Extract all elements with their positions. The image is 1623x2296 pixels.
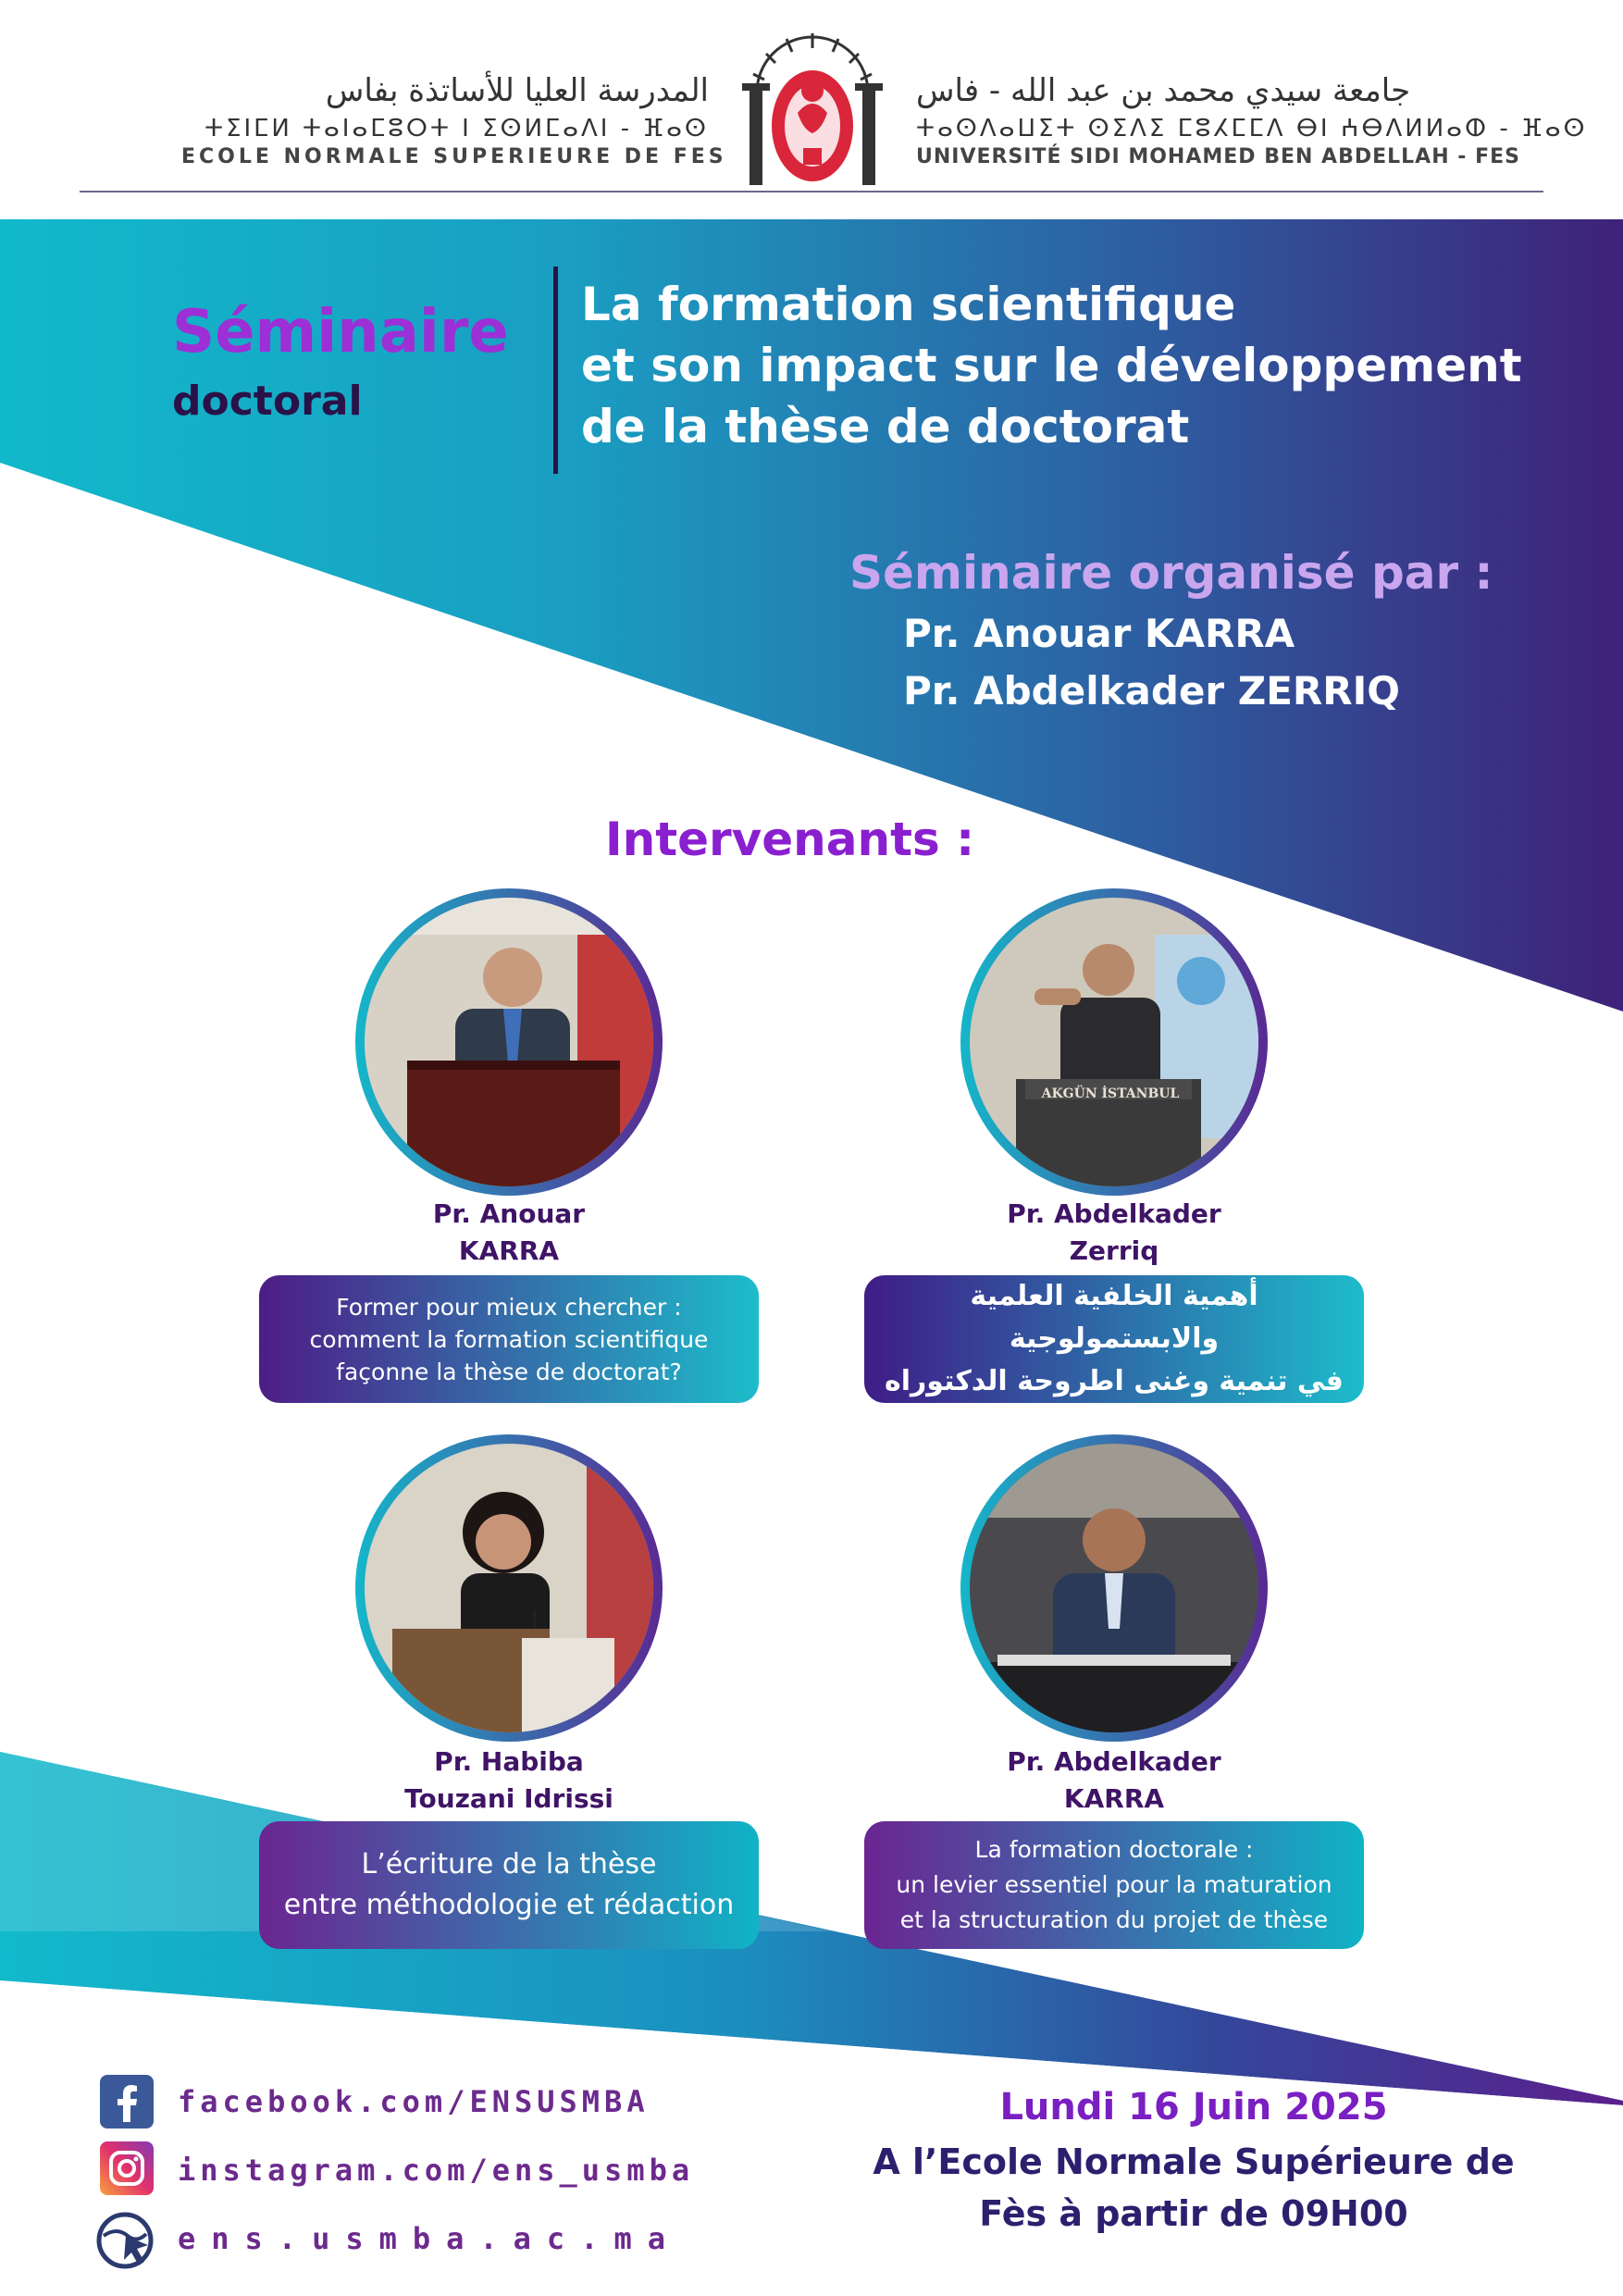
speaker-1-talk-box	[259, 1275, 759, 1403]
seminar-title-line3: de la thèse de doctorat	[581, 400, 1190, 453]
organizer-2: Pr. Abdelkader ZERRIQ	[903, 668, 1400, 714]
doctoral-label: doctoral	[172, 378, 363, 425]
speaker-4-talk-line2: un levier essentiel pour la maturation	[896, 1871, 1332, 1898]
speaker-4-talk-line1: La formation doctorale :	[974, 1836, 1254, 1863]
intervenants-heading: Intervenants :	[605, 813, 975, 866]
speaker-3-name-line1: Pr. Habiba	[434, 1746, 584, 1777]
speaker-4-name	[948, 1744, 1281, 1818]
speaker-4-talk-box	[864, 1821, 1364, 1949]
speaker-2-name-line2: Zerriq	[1069, 1235, 1159, 1266]
speaker-3-talk-box	[259, 1821, 759, 1949]
header-left-tifinagh: ⵜⵉⵏⵎⵍ ⵜⴰⵏⴰⵎⵓⵔⵜ ⵏ ⵉⵙⵍⵎⴰⴷⵏ - ⴼⴰⵙ	[204, 115, 709, 143]
speaker-2-name-line1: Pr. Abdelkader	[1007, 1198, 1221, 1229]
speaker-4-photo	[970, 1444, 1258, 1732]
event-date: Lundi 16 Juin 2025	[999, 2086, 1388, 2128]
speaker-1-talk-line3: façonne la thèse de doctorat?	[336, 1358, 682, 1385]
event-place	[814, 2136, 1573, 2240]
header-left-arabic: المدرسة العليا للأساتذة بفاس	[325, 72, 709, 109]
seminar-title	[581, 274, 1599, 457]
header-right-arabic: جامعة سيدي محمد بن عبد الله - فاس	[916, 72, 1411, 109]
header-right-tifinagh: ⵜⴰⵙⴷⴰⵡⵉⵜ ⵙⵉⴷⵉ ⵎⵓⵃⵎⵎⴷ ⴱⵏ ⵄⴱⴷⵍⵍⴰⵀ - ⴼⴰⵙ	[916, 115, 1588, 143]
speaker-4-talk-line3: et la structuration du projet de thèse	[899, 1906, 1329, 1933]
speaker-2-photo	[970, 898, 1258, 1186]
title-divider-bar	[553, 267, 558, 474]
speaker-1-photo-frame	[355, 888, 663, 1196]
organizers-heading: Séminaire organisé par :	[849, 546, 1493, 600]
header-left-french: ECOLE NORMALE SUPERIEURE DE FES	[181, 145, 727, 168]
speaker-1-photo	[365, 898, 653, 1186]
event-place-line1: A l’Ecole Normale Supérieure de	[873, 2141, 1515, 2182]
speaker-3-talk-line1: L’écriture de la thèse	[361, 1848, 657, 1880]
speaker-2-name	[948, 1196, 1281, 1270]
speaker-2-podium-text: AKGÜN İSTANBUL	[1041, 1086, 1180, 1101]
seminar-title-line1: La formation scientifique	[581, 278, 1236, 331]
speaker-1-talk-line2: comment la formation scientifique	[309, 1325, 709, 1353]
speaker-1-name	[342, 1196, 675, 1270]
facebook-icon[interactable]	[100, 2075, 154, 2128]
header-divider	[80, 191, 1543, 192]
speaker-2-talk-line2: في تنمية وغنى اطروحة الدكتوراه	[885, 1365, 1344, 1397]
seminaire-label: Séminaire	[172, 298, 509, 366]
event-place-line2: Fès à partir de 09H00	[979, 2193, 1408, 2234]
facebook-link[interactable]: facebook.com/ENSUSMBA	[178, 2084, 650, 2119]
website-link[interactable]: ens.usmba.ac.ma	[178, 2221, 681, 2256]
speaker-2-talk-box	[864, 1275, 1364, 1403]
speaker-2-talk-line1: أهمية الخلفية العلمية والابستمولوجية	[970, 1280, 1258, 1355]
header-right-french: UNIVERSITÉ SIDI MOHAMED BEN ABDELLAH - FES	[916, 145, 1520, 168]
speaker-3-name	[342, 1744, 675, 1818]
speaker-1-name-line1: Pr. Anouar	[432, 1198, 586, 1229]
organizer-1: Pr. Anouar KARRA	[903, 611, 1295, 656]
speaker-2-photo-frame	[960, 888, 1268, 1196]
speaker-4-name-line2: KARRA	[1063, 1783, 1165, 1814]
speaker-4-photo-frame	[960, 1434, 1268, 1742]
speaker-4-name-line1: Pr. Abdelkader	[1007, 1746, 1221, 1777]
speaker-3-talk-line2: entre méthodologie et rédaction	[283, 1889, 735, 1921]
seminar-title-line2: et son impact sur le développement	[581, 339, 1522, 392]
web-icon[interactable]	[93, 2208, 157, 2273]
instagram-icon[interactable]	[100, 2141, 154, 2195]
instagram-link[interactable]: instagram.com/ens_usmba	[178, 2153, 695, 2188]
speaker-1-name-line2: KARRA	[458, 1235, 560, 1266]
speaker-3-name-line2: Touzani Idrissi	[404, 1783, 613, 1814]
speaker-1-talk-line1: Former pour mieux chercher :	[336, 1293, 682, 1321]
speaker-3-photo	[365, 1444, 653, 1732]
university-emblem-icon	[738, 28, 886, 191]
speaker-3-photo-frame	[355, 1434, 663, 1742]
